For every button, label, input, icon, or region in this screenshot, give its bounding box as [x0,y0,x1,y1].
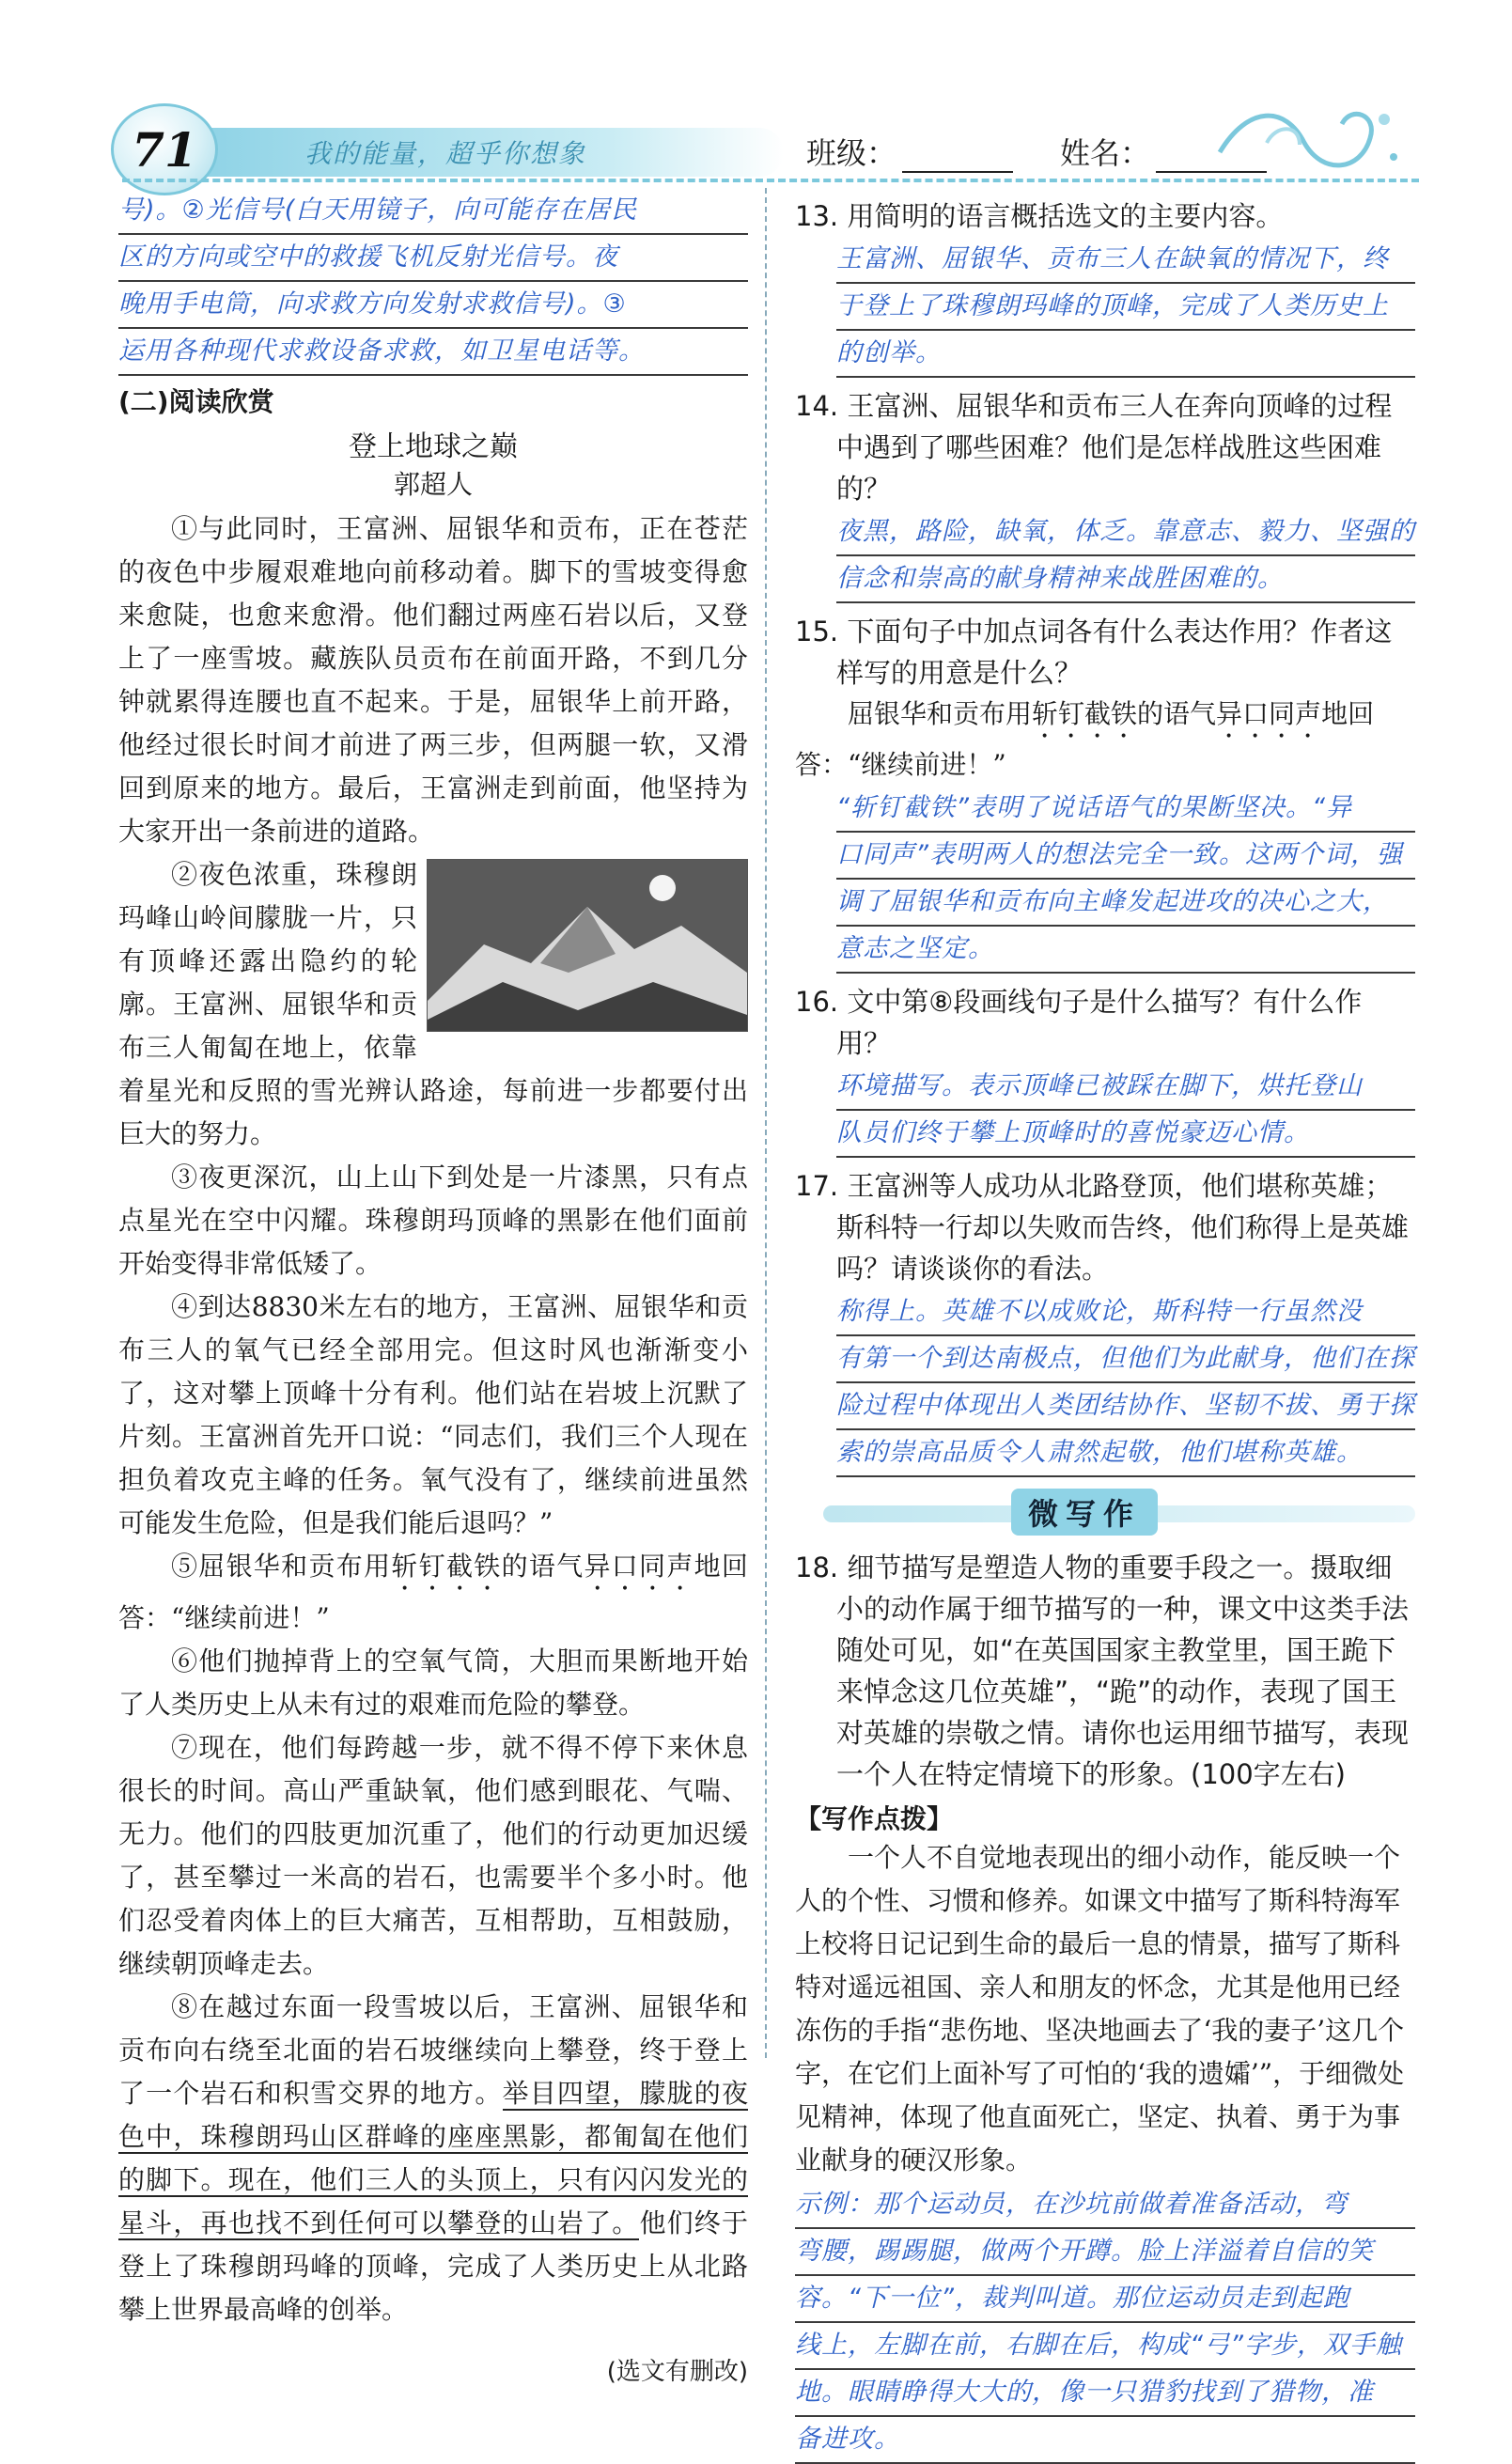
underlined-sentence: 举目四望，朦胧的夜色中，珠穆朗玛山区群峰的座座黑影，都匍匐在他们的脚下。现在，他们三人的头顶上，只有闪闪发光的星斗，再也找不到任何可以攀登的山岩了。 [118,2078,748,2238]
answer-line: 运用各种现代求救设备求救，如卫星电话等。 [118,329,748,376]
answer-line: 环境描写。表示顶峰已被踩在脚下，烘托登山 [836,1064,1415,1111]
column-divider [765,188,767,2058]
dotted-word: 斩钉截铁 [1032,698,1138,729]
paragraph-3: ③夜更深沉，山上山下到处是一片漆黑，只有点点星光在空中闪耀。珠穆朗玛顶峰的黑影在他们面前开始变得非常低矮了。 [118,1162,748,1279]
micro-writing-banner [795,1489,1415,1539]
paragraph-8: ⑧在越过东面一段雪坡以后，王富洲、屈银华和贡布向右绕至北面的岩石坡继续向上攀登，终于登上了一个岩石和积雪交界的地方。举目四望，朦胧的夜色中，珠穆朗玛山区群峰的座座黑影，都匍匐在他们的脚下。现在，他们三人的头顶上，只有闪闪发光的星斗，再也找不到任何可以攀登的山岩了。他们终于登上了珠穆朗玛峰的顶峰，完成了人类历史上从北路攀上世界最高峰的创举。 [118,1991,748,2325]
answer-line: 号)。②光信号(白天用镜子，向可能存在居民 [118,188,748,235]
answer-line: 晚用手电筒，向求救方向发射求救信号)。③ [118,282,748,329]
banner-title: 微写作 [1011,1489,1158,1536]
answer-line: 索的崇高品质令人肃然起敬，他们堪称英雄。 [836,1430,1415,1477]
right-column [795,188,1415,2464]
question-15: 15. 下面句子中加点词各有什么表达作用？作者这样写的用意是什么？ [795,616,1393,689]
ornament-icon [1210,86,1408,190]
answer-13[interactable] [836,237,1415,378]
question-18: 18. 细节描写是塑造人物的重要手段之一。摄取细小的动作属于细节描写的一种，课文中这类手法随处可见，如“在英国国家主教堂里，国王跪下来悼念这几位英雄”，“跪”的动作，表现了国王对英雄的崇敬之情。请你也运用细节描写，表现一个人在特定情境下的形象。(100字左右) [795,1552,1410,1790]
question-17: 17. 王富洲等人成功从北路登顶，他们堪称英雄；斯科特一行却以失败而告终，他们称得上是英雄吗？请谈谈你的看法。 [795,1170,1410,1285]
answer-line: 容。“下一位”，裁判叫道。那位运动员走到起跑 [795,2276,1415,2323]
answer-line: 的创举。 [836,331,1415,378]
name-label: 姓名： [1060,135,1151,171]
paragraph-5: ⑤屈银华和贡布用斩钉截铁的语气异口同声地回答：“继续前进！” [118,1551,748,1633]
question-14: 14. 王富洲、屈银华和贡布三人在奔向顶峰的过程中遇到了哪些困难？他们是怎样战胜这些困难的？ [795,390,1393,505]
mountain-image [428,860,747,1031]
answer-line: 调了屈银华和贡布向主峰发起进攻的决心之大， [836,880,1415,927]
paragraph-7: ⑦现在，他们每跨越一步，就不得不停下来休息很长的时间。高山严重缺氧，他们感到眼花、气喘、无力。他们的四肢更加沉重了，他们的行动更加迟缓了，甚至攀过一米高的岩石，也需要半个多小时。他们忍受着肉体上的巨大痛苦，互相帮助，互相鼓励，继续朝顶峰走去。 [118,1732,748,1979]
source-note: (选文有删改) [606,2358,748,2386]
answer-line: 示例：那个运动员，在沙坑前做着准备活动，弯 [795,2182,1415,2229]
mountain-photo [427,859,748,1032]
answer-line: 口同声”表明两人的想法完全一致。这两个词，强 [836,833,1415,880]
tip-label: 【写作点拨】 [795,1803,954,1834]
answer-line: 区的方向或空中的救援飞机反射光信号。夜 [118,235,748,282]
section-title: (二)阅读欣赏 [118,386,274,417]
class-blank[interactable] [902,143,1013,173]
paragraph-6: ⑥他们抛掉背上的空氧气筒，大胆而果断地开始了人类历史上从未有过的艰难而危险的攀登。 [118,1645,748,1720]
question-13: 13. 用简明的语言概括选文的主要内容。 [795,200,1284,232]
article-title: 登上地球之巅 [349,430,518,463]
answer-line: 有第一个到达南极点，但他们为此献身，他们在探 [836,1336,1415,1383]
prev-answer [118,188,748,376]
class-field [806,130,1013,173]
dotted-word: 异口同声 [1216,698,1322,729]
answer-18[interactable] [795,2182,1415,2464]
answer-line: 信念和崇高的献身精神来战胜困难的。 [836,556,1415,603]
answer-line: 队员们终于攀上顶峰时的喜悦豪迈心情。 [836,1111,1415,1158]
answer-line: 于登上了珠穆朗玛峰的顶峰，完成了人类历史上 [836,284,1415,331]
answer-line: 险过程中体现出人类团结协作、坚韧不拔、勇于探 [836,1383,1415,1430]
paragraph-4: ④到达8830米左右的地方，王富洲、屈银华和贡布三人的氧气已经全部用完。但这时风也渐渐变小了，这对攀上顶峰十分有利。他们站在岩坡上沉默了片刻。王富洲首先开口说：“同志们，我们三个人现在担负着攻克主峰的任务。氧气没有了，继续前进虽然可能发生危险，但是我们能后退吗？” [118,1291,748,1538]
question-16: 16. 文中第⑧段画线句子是什么描写？有什么作用？ [795,986,1363,1059]
left-column [118,188,748,2387]
answer-line: 弯腰，踢踢腿，做两个开蹲。脸上洋溢着自信的笑 [795,2229,1415,2276]
answer-line: 王富洲、屈银华、贡布三人在缺氧的情况下，终 [836,237,1415,284]
class-label: 班级： [806,135,897,171]
answer-line: 地。眼睛睁得大大的，像一只猎豹找到了猎物，准 [795,2370,1415,2417]
answer-17[interactable] [836,1289,1415,1477]
question-15-quote: 屈银华和贡布用斩钉截铁的语气异口同声地回答：“继续前进！” [795,698,1375,780]
article-author: 郭超人 [393,469,473,500]
answer-15[interactable] [836,786,1415,974]
answer-line: 意志之坚定。 [836,927,1415,974]
answer-16[interactable] [836,1064,1415,1158]
answer-14[interactable] [836,509,1415,603]
slogan: 我的能量，超乎你想象 [304,138,587,169]
answer-line: 线上，左脚在前，右脚在后，构成“弓”字步，双手触 [795,2323,1415,2370]
answer-line: 备进攻。 [795,2417,1415,2464]
paragraph-2: ②夜色浓重，珠穆朗玛峰山岭间朦胧一片，只有顶峰还露出隐约的轮廓。王富洲、屈银华和贡布三人匍匐在地上，依靠着星光和反照的雪光辨认路途，每前进一步都要付出巨大的努力。 [118,859,748,1149]
page-header [111,86,1408,190]
answer-line: 称得上。英雄不以成败论，斯科特一行虽然没 [836,1289,1415,1336]
writing-tip: 一个人不自觉地表现出的细小动作，能反映一个人的个性、习惯和修养。如课文中描写了斯科特海军上校将日记记到生命的最后一息的情景，描写了斯科特对遥远祖国、亲人和朋友的怀念，尤其是他用已经冻伤的手指“悲伤地、坚决地画去了‘我的妻子’这几个字，在它们上面补写了可怕的‘我的遗孀’”，于细微处见精神，体现了他直面死亡，坚定、执着、勇于为事业献身的硬汉形象。 [795,1842,1405,2175]
answer-line: 夜黑，路险，缺氧，体乏。靠意志、毅力、坚强的 [836,509,1415,556]
answer-line: “斩钉截铁”表明了说话语气的果断坚决。“异 [836,786,1415,833]
paragraph-1: ①与此同时，王富洲、屈银华和贡布，正在苍茫的夜色中步履艰难地向前移动着。脚下的雪坡变得愈来愈陡，也愈来愈滑。他们翻过两座石岩以后，又登上了一座雪坡。藏族队员贡布在前面开路，不到几分钟就累得连腰也直不起来。于是，屈银华上前开路，他经过很长时间才前进了两三步，但两腿一软，又滑回到原来的地方。最后，王富洲走到前面，他坚持为大家开出一条前进的道路。 [118,513,748,847]
dotted-word: 斩钉截铁 [391,1551,502,1582]
page-number: 71 [111,103,218,195]
dotted-word: 异口同声 [584,1551,694,1582]
header-rule [122,179,1419,182]
